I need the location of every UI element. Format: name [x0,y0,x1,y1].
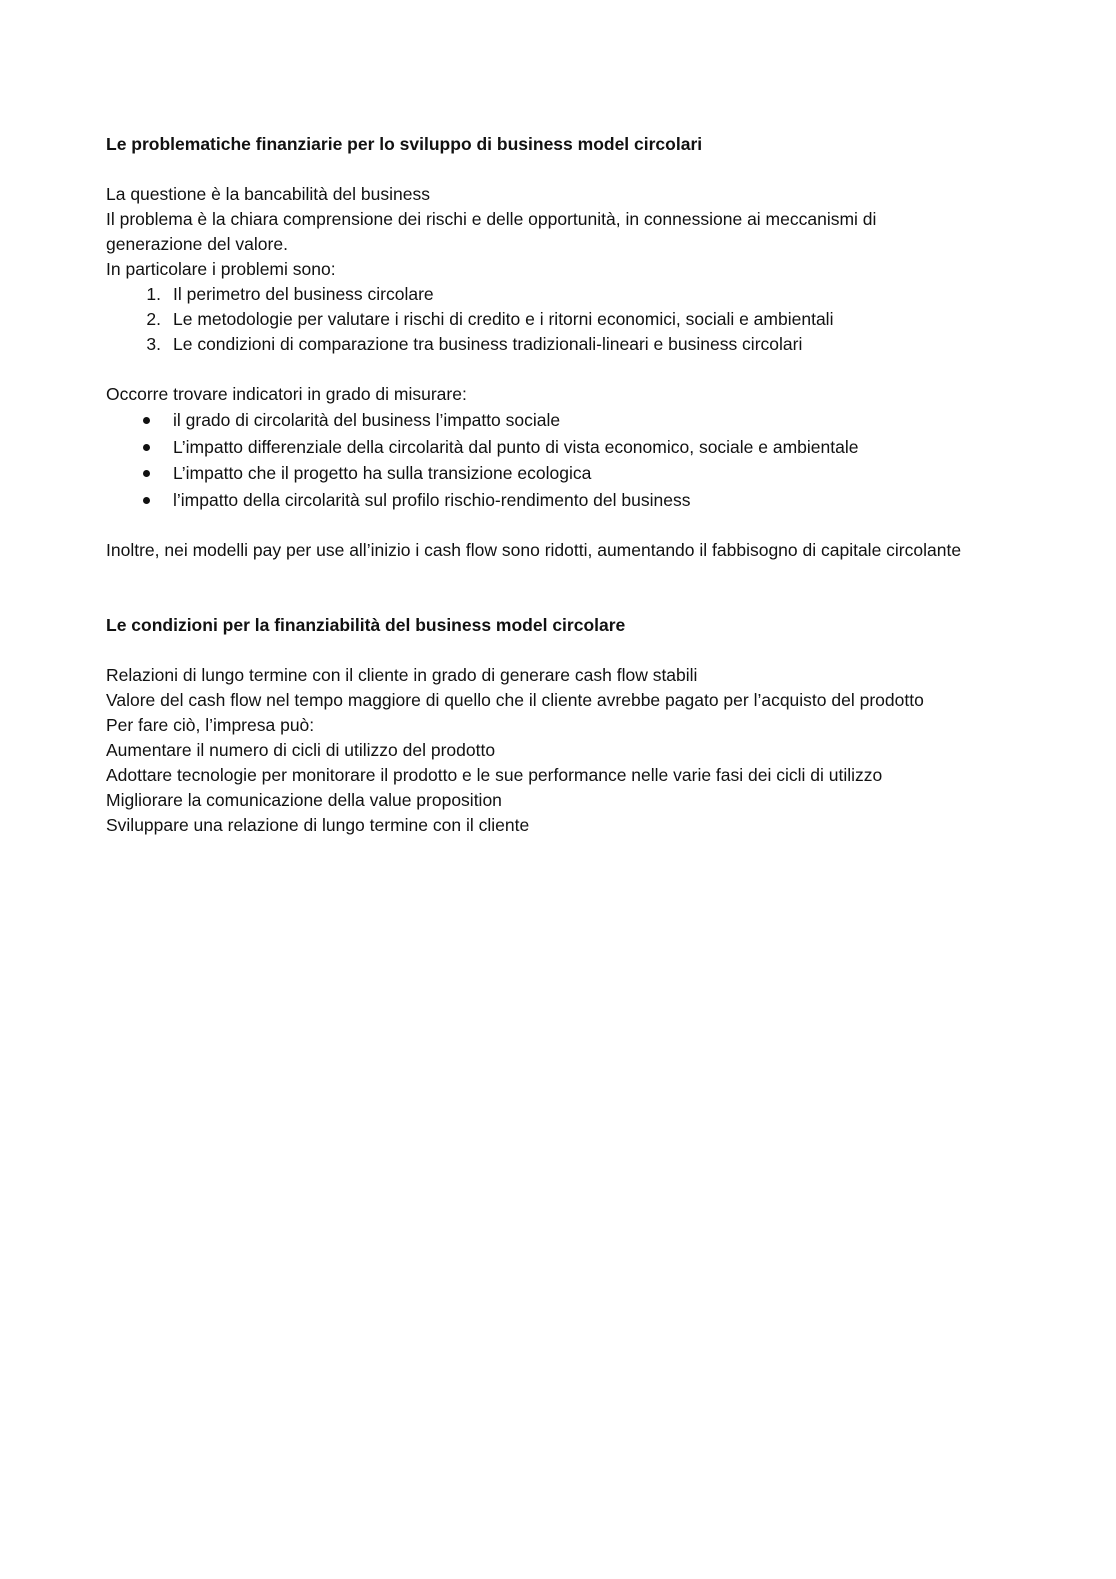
paragraph-line: Adottare tecnologie per monitorare il prodotto e le sue performance nelle varie fasi dei cicli di utilizzo [106,765,883,785]
list-item [173,434,1006,461]
list-item [173,407,1006,434]
paragraph-line: Occorre trovare indicatori in grado di misurare: [106,384,467,404]
paragraph-line: La questione è la bancabilità del business [106,184,430,204]
list-item [173,487,1006,514]
bullet-icon [143,444,150,451]
list-item-text: Le condizioni di comparazione tra business tradizionali-lineari e business circolari [173,334,803,354]
paragraph-line: Il problema è la chiara comprensione dei rischi e delle opportunità, in connessione ai meccanismi di generazione del valore. [106,209,877,254]
document-body [106,132,1006,838]
list-item-text: L’impatto differenziale della circolarità dal punto di vista economico, sociale e ambientale [173,436,859,457]
list-item [173,460,1006,487]
indicators-bullet-list [106,407,1006,513]
list-item-text: L’impatto che il progetto ha sulla transizione ecologica [173,463,592,483]
problems-numbered-list [106,282,1006,357]
paragraph-line: Per fare ciò, l’impresa può: [106,715,315,735]
list-item [146,307,1006,332]
list-number: 3. [146,334,161,354]
list-number: 2. [146,309,161,329]
bullet-icon [143,417,150,424]
paragraph-line: Sviluppare una relazione di lungo termine con il cliente [106,815,530,835]
list-item [146,282,1006,307]
paragraph-line: Valore del cash flow nel tempo maggiore di quello che il cliente avrebbe pagato per l’acquisto del prodotto [106,690,924,710]
paragraph-line: Inoltre, nei modelli pay per use all’inizio i cash flow sono ridotti, aumentando il fabbisogno di capitale circolante [106,540,962,560]
paragraph-line: Relazioni di lungo termine con il cliente in grado di generare cash flow stabili [106,665,698,685]
paragraph-line: Migliorare la comunicazione della value proposition [106,790,502,810]
list-item [146,332,1006,357]
list-item-text: l’impatto della circolarità sul profilo rischio-rendimento del business [173,489,691,510]
section-heading-financing-conditions: Le condizioni per la finanziabilità del business model circolare [106,615,626,635]
list-item-text: Le metodologie per valutare i rischi di credito e i ritorni economici, sociali e ambientali [173,309,834,329]
bullet-icon [143,497,150,504]
list-item-text: il grado di circolarità del business l’impatto sociale [173,410,561,430]
list-number: 1. [146,284,161,304]
bullet-icon [143,470,150,477]
list-item-text: Il perimetro del business circolare [173,284,434,304]
paragraph-line: Aumentare il numero di cicli di utilizzo del prodotto [106,740,496,760]
section-heading-financial-issues: Le problematiche finanziarie per lo sviluppo di business model circolari [106,134,703,154]
paragraph-line: In particolare i problemi sono: [106,259,336,279]
